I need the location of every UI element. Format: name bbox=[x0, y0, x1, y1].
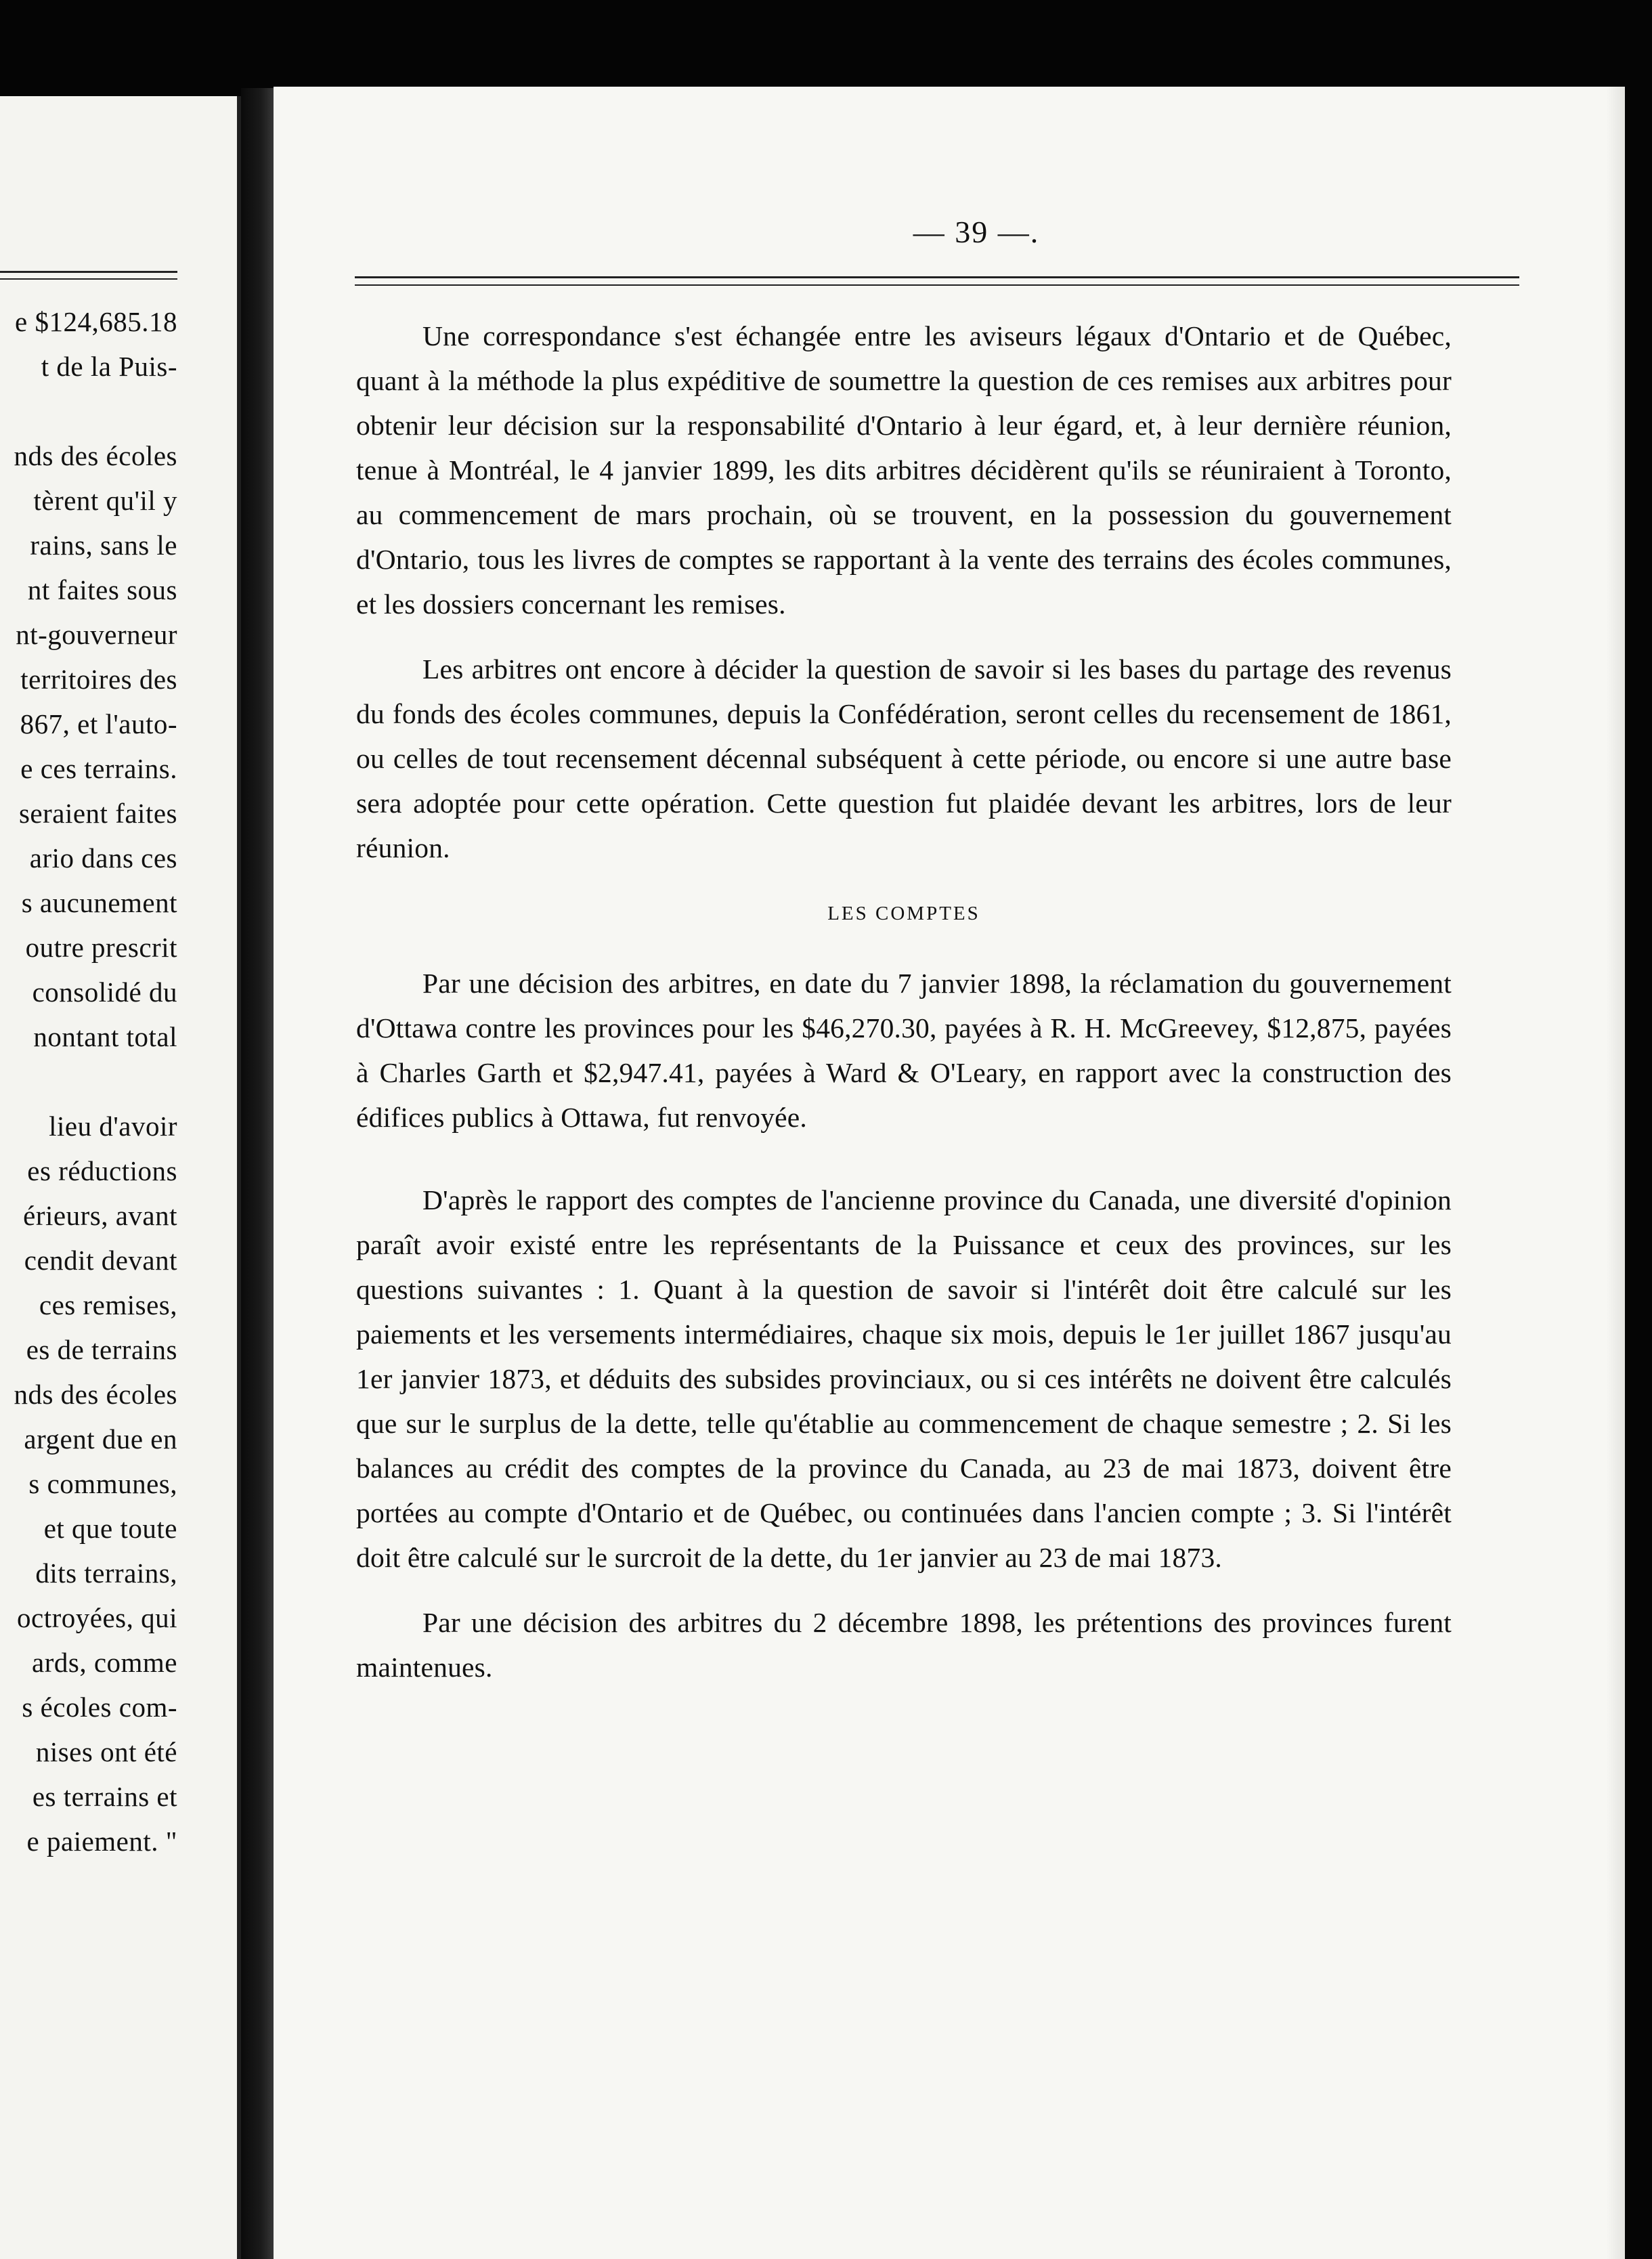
left-line: argent due en bbox=[24, 1423, 177, 1455]
left-line: outre prescrit bbox=[25, 932, 177, 963]
left-line: nds des écoles bbox=[14, 440, 177, 471]
left-line: cendit devant bbox=[24, 1245, 177, 1276]
left-line: nds des écoles bbox=[14, 1379, 177, 1410]
left-line: seraient faites bbox=[18, 798, 177, 829]
left-line: s communes, bbox=[28, 1468, 177, 1499]
left-line: es réductions bbox=[27, 1155, 177, 1186]
left-line: territoires des bbox=[20, 664, 177, 695]
left-line: 867, et l'auto- bbox=[20, 708, 177, 739]
left-page-header-rule bbox=[0, 271, 177, 280]
left-line: tèrent qu'il y bbox=[33, 485, 177, 516]
left-line: érieurs, avant bbox=[23, 1200, 177, 1231]
left-line: s écoles com- bbox=[22, 1692, 177, 1723]
left-line: es terrains et bbox=[32, 1781, 177, 1812]
left-line: nontant total bbox=[33, 1021, 177, 1052]
left-line: s aucunement bbox=[21, 887, 177, 918]
left-line: dits terrains, bbox=[35, 1557, 177, 1589]
left-line: es de terrains bbox=[26, 1334, 177, 1365]
left-line bbox=[0, 1059, 177, 1104]
page-number: — 39 —. bbox=[913, 215, 1040, 249]
paragraph: Les arbitres ont encore à décider la question de savoir si les bases du partage des revenus du fonds des écoles communes, depuis la Confédération, seront celles du recensement de 1861, ou celles de tout recensement décennal subséquent à cette période, ou encore si une autre base sera adoptée pour cette opération. Cette question fut plaidée devant les arbitres, lors de leur réunion. bbox=[356, 653, 1452, 863]
left-line bbox=[0, 389, 177, 433]
left-line: lieu d'avoir bbox=[49, 1111, 177, 1142]
header-rule bbox=[355, 276, 1519, 286]
left-line: ards, comme bbox=[32, 1647, 177, 1678]
left-line: e paiement. " bbox=[26, 1826, 177, 1857]
main-page bbox=[274, 87, 1625, 2259]
left-facing-page bbox=[0, 96, 241, 2259]
left-line: t de la Puis- bbox=[41, 351, 177, 382]
left-page-text bbox=[0, 299, 177, 1864]
left-line: e ces terrains. bbox=[20, 753, 177, 784]
page-body bbox=[356, 314, 1452, 1710]
left-line: e $124,685.18 bbox=[15, 306, 177, 337]
paragraph: Par une décision des arbitres du 2 décembre 1898, les prétentions des provinces furent maintenues. bbox=[356, 1607, 1452, 1683]
left-line: ario dans ces bbox=[29, 842, 177, 874]
paragraph: Une correspondance s'est échangée entre les aviseurs légaux d'Ontario et de Québec, quant à la méthode la plus expéditive de soumettre la question de ces remises aux arbitres pour obtenir leur décision sur la responsabilité d'Ontario à leur égard, et, à leur dernière réunion, tenue à Montréal, le 4 janvier 1899, les dits arbitres décidèrent qu'ils se réuniraient à Toronto, au commencement de mars prochain, où se trouvent, en la possession du gouvernement d'Ontario, tous les livres de comptes se rapportant à la vente des terrains des écoles communes, et les dossiers concernant les remises. bbox=[356, 320, 1452, 620]
section-heading: LES COMPTES bbox=[827, 903, 980, 924]
left-line: octroyées, qui bbox=[17, 1602, 177, 1633]
left-line: nt-gouverneur bbox=[16, 619, 177, 650]
left-line: ces remises, bbox=[39, 1289, 177, 1320]
left-line: et que toute bbox=[43, 1513, 177, 1544]
left-line: rains, sans le bbox=[30, 530, 177, 561]
left-line: nt faites sous bbox=[27, 574, 177, 605]
left-line: nises ont été bbox=[35, 1736, 177, 1767]
paragraph: D'après le rapport des comptes de l'ancienne province du Canada, une diversité d'opinion paraît avoir existé entre les représentants de la Puissance et ceux des provinces, sur les questions suivantes : 1. Quant à la question de savoir si l'intérêt doit être calculé sur les paiements et les versements intermédiaires, chaque six mois, depuis le 1er juillet 1867 jusqu'au 1er janvier 1873, et déduits des subsides provinciaux, ou si ces intérêts ne doivent être calculés que sur le surplus de la dette, telle qu'établie au commencement de chaque semestre ; 2. Si les balances au crédit des comptes de la province du Canada, au 23 de mai 1873, doivent être portées au compte d'Ontario et de Québec, ou continuées dans l'ancien compte ; 3. Si l'intérêt doit être calculé sur le surcroit de la dette, du 1er janvier au 23 de mai 1873. bbox=[356, 1184, 1452, 1573]
paragraph: Par une décision des arbitres, en date du 7 janvier 1898, la réclamation du gouvernement d'Ottawa contre les provinces pour les $46,270.30, payées à R. H. McGreevey, $12,875, payées à Charles Garth et $2,947.41, payées à Ward & O'Leary, en rapport avec la construction des édifices publics à Ottawa, fut renvoyée. bbox=[356, 968, 1452, 1133]
page-edge-shadow bbox=[1606, 87, 1625, 2259]
book-binding-shadow bbox=[241, 88, 275, 2259]
left-line: consolidé du bbox=[32, 976, 177, 1008]
